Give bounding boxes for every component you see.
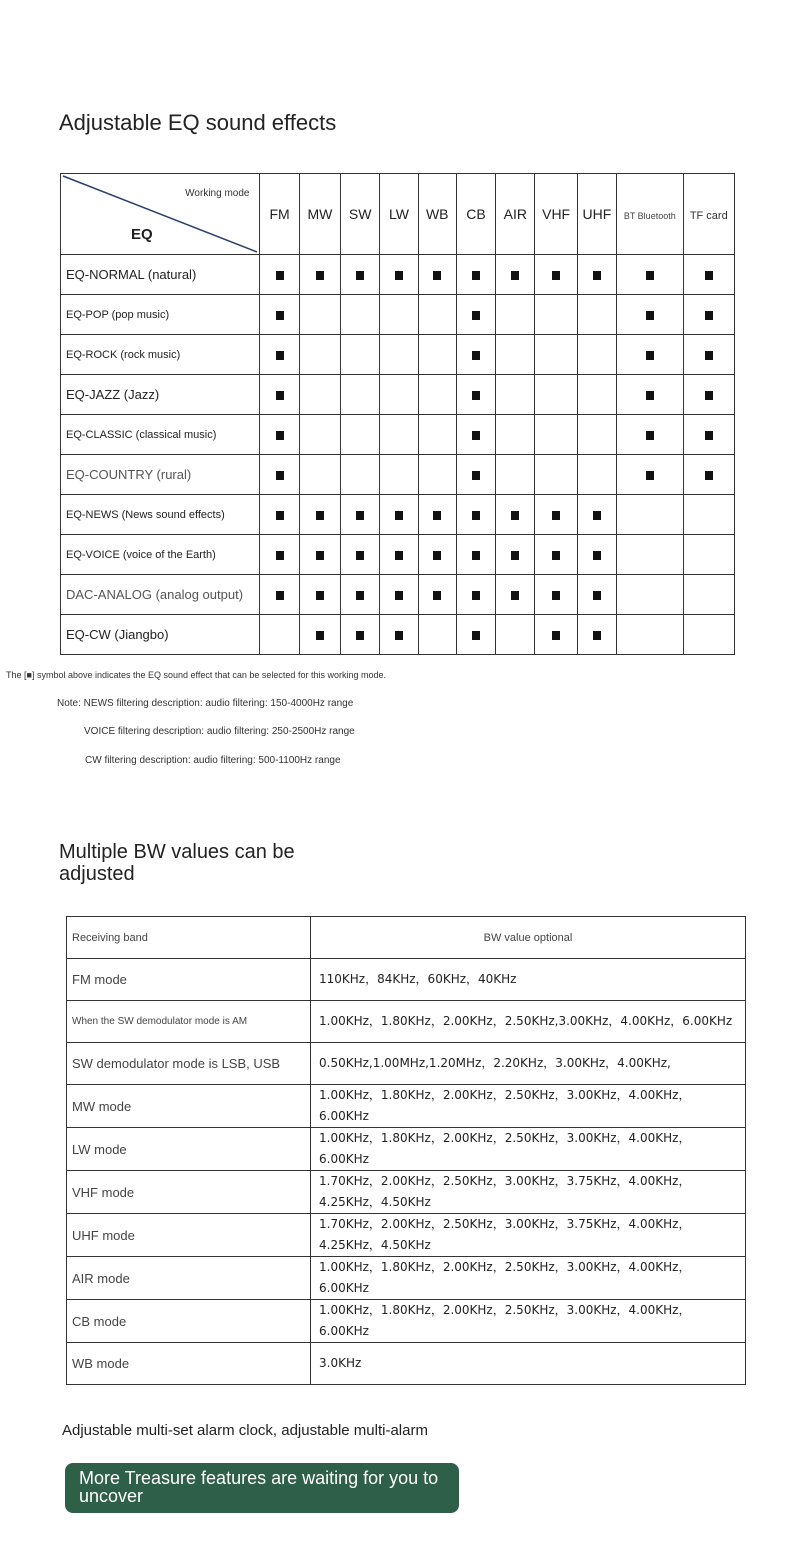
eq-mark-cell: [380, 455, 418, 495]
bw-row: [67, 1128, 746, 1171]
eq-row: [61, 375, 735, 415]
eq-row: [61, 335, 735, 375]
selected-square-icon: [276, 591, 284, 600]
selected-square-icon: [472, 311, 480, 320]
eq-mark-cell: [535, 455, 577, 495]
selected-square-icon: [646, 311, 654, 320]
eq-mark-cell: [260, 495, 299, 535]
eq-mark-cell: [577, 415, 616, 455]
bw-values: 3.0KHz: [311, 1343, 746, 1385]
eq-mark-cell: [617, 295, 683, 335]
bw-values: 1.70KHz，2.00KHz，2.50KHz，3.00KHz，3.75KHz，4.00KHz，4.25KHz，4.50KHz: [311, 1214, 746, 1257]
eq-mark-cell: [341, 615, 380, 655]
mode-header-cell: [260, 174, 299, 255]
eq-mark-cell: [380, 535, 418, 575]
eq-mark-cell: [260, 455, 299, 495]
eq-mark-cell: [418, 295, 456, 335]
bw-band-label: CB mode: [67, 1300, 311, 1343]
eq-mark-cell: [617, 415, 683, 455]
news-filter-note: Note: NEWS filtering description: audio filtering: 150-4000Hz range: [57, 698, 354, 709]
eq-row: [61, 575, 735, 615]
eq-mark-cell: [418, 495, 456, 535]
bw-values: 1.70KHz，2.00KHz，2.50KHz，3.00KHz，3.75KHz，4.00KHz，4.25KHz，4.50KHz: [311, 1171, 746, 1214]
selected-square-icon: [395, 551, 403, 560]
selected-square-icon: [705, 391, 713, 400]
eq-mark-cell: [418, 455, 456, 495]
mode-header-cell: [577, 174, 616, 255]
eq-row-label: DAC-ANALOG (analog output): [61, 575, 260, 615]
bw-values: 1.00KHz，1.80KHz，2.00KHz，2.50KHz,3.00KHz，4.00KHz，6.00KHz: [311, 1001, 746, 1043]
symbol-note: The [■] symbol above indicates the EQ sound effect that can be selected for this working mode.: [6, 670, 386, 680]
eq-mark-cell: [683, 335, 734, 375]
eq-mark-cell: [617, 535, 683, 575]
selected-square-icon: [395, 511, 403, 520]
eq-mark-cell: [341, 255, 380, 295]
selected-square-icon: [356, 271, 364, 280]
eq-mark-cell: [617, 255, 683, 295]
selected-square-icon: [395, 271, 403, 280]
eq-mark-cell: [496, 295, 535, 335]
eq-mark-cell: [418, 375, 456, 415]
mode-header-label: FM: [269, 206, 290, 222]
eq-mark-cell: [456, 255, 495, 295]
eq-mark-cell: [577, 255, 616, 295]
bw-row: [67, 1257, 746, 1300]
bw-values: 0.50KHz,1.00MHz,1.20MHz，2.20KHz，3.00KHz，4.00KHz,: [311, 1043, 746, 1085]
eq-mark-cell: [577, 335, 616, 375]
eq-mark-cell: [341, 415, 380, 455]
mode-header-label: AIR: [503, 206, 527, 222]
eq-mark-cell: [260, 575, 299, 615]
selected-square-icon: [433, 511, 441, 520]
eq-mark-cell: [341, 495, 380, 535]
mode-header-label: VHF: [542, 206, 571, 222]
eq-mark-cell: [456, 495, 495, 535]
selected-square-icon: [276, 351, 284, 360]
selected-square-icon: [552, 591, 560, 600]
eq-mark-cell: [535, 535, 577, 575]
features-banner: More Treasure features are waiting for you to uncover: [65, 1463, 459, 1513]
eq-row: [61, 495, 735, 535]
eq-mark-cell: [418, 415, 456, 455]
eq-mark-cell: [577, 295, 616, 335]
bw-band-label: WB mode: [67, 1343, 311, 1385]
eq-mark-cell: [299, 535, 340, 575]
eq-mark-cell: [456, 415, 495, 455]
selected-square-icon: [276, 471, 284, 480]
selected-square-icon: [511, 271, 519, 280]
eq-mark-cell: [380, 255, 418, 295]
eq-mark-cell: [683, 575, 734, 615]
eq-mark-cell: [577, 575, 616, 615]
eq-mark-cell: [456, 575, 495, 615]
bw-table: [66, 916, 746, 1385]
selected-square-icon: [593, 631, 601, 640]
bw-header-band: Receiving band: [67, 917, 311, 959]
selected-square-icon: [552, 631, 560, 640]
eq-mark-cell: [683, 415, 734, 455]
eq-mark-cell: [496, 255, 535, 295]
eq-mark-cell: [577, 375, 616, 415]
selected-square-icon: [316, 511, 324, 520]
bw-band-label: FM mode: [67, 959, 311, 1001]
mode-header-label: CB: [466, 206, 486, 222]
mode-header-cell: [496, 174, 535, 255]
selected-square-icon: [646, 351, 654, 360]
eq-mark-cell: [456, 375, 495, 415]
selected-square-icon: [705, 271, 713, 280]
selected-square-icon: [472, 431, 480, 440]
bw-band-label: AIR mode: [67, 1257, 311, 1300]
eq-mark-cell: [456, 295, 495, 335]
selected-square-icon: [552, 511, 560, 520]
selected-square-icon: [433, 591, 441, 600]
mode-header-cell: [535, 174, 577, 255]
selected-square-icon: [276, 391, 284, 400]
working-mode-label: Working mode: [185, 188, 250, 199]
eq-mark-cell: [617, 615, 683, 655]
eq-mark-cell: [341, 535, 380, 575]
eq-row: [61, 415, 735, 455]
selected-square-icon: [646, 391, 654, 400]
eq-mark-cell: [617, 455, 683, 495]
mode-header-cell: [341, 174, 380, 255]
eq-mark-cell: [535, 335, 577, 375]
eq-mark-cell: [260, 415, 299, 455]
eq-mark-cell: [456, 335, 495, 375]
bw-values: 1.00KHz，1.80KHz，2.00KHz，2.50KHz，3.00KHz，4.00KHz，6.00KHz: [311, 1300, 746, 1343]
bw-row: [67, 1085, 746, 1128]
eq-row: [61, 455, 735, 495]
selected-square-icon: [593, 271, 601, 280]
eq-table: [60, 173, 735, 655]
selected-square-icon: [511, 511, 519, 520]
eq-mark-cell: [456, 615, 495, 655]
selected-square-icon: [705, 431, 713, 440]
bw-values: 1.00KHz，1.80KHz，2.00KHz，2.50KHz，3.00KHz，4.00KHz，6.00KHz: [311, 1085, 746, 1128]
eq-mark-cell: [299, 615, 340, 655]
bw-row: [67, 1343, 746, 1385]
eq-mark-cell: [380, 575, 418, 615]
eq-mark-cell: [418, 575, 456, 615]
eq-mark-cell: [577, 535, 616, 575]
selected-square-icon: [472, 591, 480, 600]
corner-diagonal-line: [61, 174, 259, 254]
eq-corner-label: EQ: [131, 226, 153, 243]
bw-row: [67, 959, 746, 1001]
eq-mark-cell: [299, 335, 340, 375]
eq-mark-cell: [617, 495, 683, 535]
eq-mark-cell: [418, 615, 456, 655]
eq-mark-cell: [380, 415, 418, 455]
eq-section-title: Adjustable EQ sound effects: [59, 110, 337, 135]
selected-square-icon: [356, 511, 364, 520]
selected-square-icon: [276, 551, 284, 560]
selected-square-icon: [276, 311, 284, 320]
eq-mark-cell: [577, 455, 616, 495]
mode-header-label: TF card: [689, 210, 728, 222]
eq-mark-cell: [535, 375, 577, 415]
eq-mark-cell: [535, 255, 577, 295]
selected-square-icon: [356, 551, 364, 560]
eq-mark-cell: [260, 535, 299, 575]
bw-row: [67, 1214, 746, 1257]
bw-values: 1.00KHz，1.80KHz，2.00KHz，2.50KHz，3.00KHz，4.00KHz，6.00KHz: [311, 1128, 746, 1171]
mode-header-cell: [299, 174, 340, 255]
eq-mark-cell: [260, 615, 299, 655]
eq-mark-cell: [535, 495, 577, 535]
eq-mark-cell: [260, 255, 299, 295]
eq-row: [61, 615, 735, 655]
selected-square-icon: [511, 591, 519, 600]
bw-band-label: VHF mode: [67, 1171, 311, 1214]
selected-square-icon: [316, 631, 324, 640]
selected-square-icon: [472, 271, 480, 280]
eq-mark-cell: [380, 335, 418, 375]
selected-square-icon: [316, 271, 324, 280]
eq-mark-cell: [496, 575, 535, 615]
selected-square-icon: [552, 271, 560, 280]
eq-mark-cell: [418, 335, 456, 375]
eq-mark-cell: [535, 575, 577, 615]
bw-row: [67, 1171, 746, 1214]
eq-mark-cell: [299, 295, 340, 335]
mode-header-cell: [380, 174, 418, 255]
selected-square-icon: [646, 471, 654, 480]
mode-header-cell: [683, 174, 734, 255]
selected-square-icon: [511, 551, 519, 560]
eq-mark-cell: [496, 415, 535, 455]
selected-square-icon: [276, 431, 284, 440]
eq-mark-cell: [380, 615, 418, 655]
selected-square-icon: [472, 551, 480, 560]
eq-row-label: EQ-NEWS (News sound effects): [61, 495, 260, 535]
mode-header-cell: [418, 174, 456, 255]
cw-filter-note: CW filtering description: audio filtering: 500-1100Hz range: [85, 755, 341, 766]
selected-square-icon: [705, 351, 713, 360]
selected-square-icon: [646, 431, 654, 440]
eq-mark-cell: [456, 535, 495, 575]
bw-band-label: SW demodulator mode is LSB, USB: [67, 1043, 311, 1085]
selected-square-icon: [395, 591, 403, 600]
eq-mark-cell: [418, 255, 456, 295]
eq-mark-cell: [496, 335, 535, 375]
eq-mark-cell: [260, 335, 299, 375]
eq-row-label: EQ-CW (Jiangbo): [61, 615, 260, 655]
mode-header-label: BT Bluetooth: [623, 211, 676, 221]
eq-row-label: EQ-ROCK (rock music): [61, 335, 260, 375]
selected-square-icon: [472, 351, 480, 360]
eq-mark-cell: [456, 455, 495, 495]
eq-mark-cell: [260, 375, 299, 415]
eq-corner-cell: [61, 174, 260, 255]
bw-values: 1.00KHz，1.80KHz，2.00KHz，2.50KHz，3.00KHz，4.00KHz，6.00KHz: [311, 1257, 746, 1300]
selected-square-icon: [472, 511, 480, 520]
eq-mark-cell: [496, 375, 535, 415]
selected-square-icon: [646, 271, 654, 280]
mode-header-label: SW: [348, 206, 372, 222]
eq-mark-cell: [299, 455, 340, 495]
bw-band-label: UHF mode: [67, 1214, 311, 1257]
eq-mark-cell: [299, 375, 340, 415]
selected-square-icon: [395, 631, 403, 640]
bw-section-title: Multiple BW values can be adjusted: [59, 841, 295, 885]
eq-mark-cell: [617, 375, 683, 415]
bw-header-value: BW value optional: [311, 917, 746, 959]
eq-mark-cell: [341, 455, 380, 495]
eq-mark-cell: [496, 455, 535, 495]
selected-square-icon: [705, 471, 713, 480]
bw-values: 110KHz，84KHz，60KHz，40KHz: [311, 959, 746, 1001]
bw-band-label: When the SW demodulator mode is AM: [67, 1001, 311, 1043]
selected-square-icon: [472, 631, 480, 640]
selected-square-icon: [433, 271, 441, 280]
eq-row-label: EQ-NORMAL (natural): [61, 255, 260, 295]
bw-row: [67, 1001, 746, 1043]
selected-square-icon: [356, 631, 364, 640]
eq-mark-cell: [683, 615, 734, 655]
voice-filter-note: VOICE filtering description: audio filtering: 250-2500Hz range: [84, 726, 355, 737]
eq-mark-cell: [496, 495, 535, 535]
eq-mark-cell: [341, 335, 380, 375]
mode-header-cell: [617, 174, 683, 255]
alarm-feature-text: Adjustable multi-set alarm clock, adjustable multi-alarm: [62, 1422, 428, 1439]
eq-row-label: EQ-POP (pop music): [61, 295, 260, 335]
eq-mark-cell: [380, 495, 418, 535]
eq-mark-cell: [617, 335, 683, 375]
eq-row: [61, 535, 735, 575]
eq-mark-cell: [341, 375, 380, 415]
mode-header-label: MW: [307, 206, 333, 222]
eq-row: [61, 295, 735, 335]
bw-row: [67, 1300, 746, 1343]
eq-row-label: EQ-JAZZ (Jazz): [61, 375, 260, 415]
eq-mark-cell: [380, 295, 418, 335]
eq-mark-cell: [617, 575, 683, 615]
selected-square-icon: [276, 271, 284, 280]
selected-square-icon: [316, 551, 324, 560]
eq-mark-cell: [683, 455, 734, 495]
eq-mark-cell: [418, 535, 456, 575]
mode-header-cell: [456, 174, 495, 255]
eq-mark-cell: [299, 575, 340, 615]
eq-mark-cell: [683, 495, 734, 535]
eq-mark-cell: [299, 255, 340, 295]
eq-mark-cell: [535, 295, 577, 335]
eq-mark-cell: [496, 615, 535, 655]
eq-mark-cell: [496, 535, 535, 575]
eq-mark-cell: [299, 415, 340, 455]
eq-mark-cell: [535, 415, 577, 455]
selected-square-icon: [593, 591, 601, 600]
eq-row-label: EQ-VOICE (voice of the Earth): [61, 535, 260, 575]
mode-header-label: WB: [425, 206, 449, 222]
eq-mark-cell: [260, 295, 299, 335]
eq-mark-cell: [535, 615, 577, 655]
eq-row-label: EQ-COUNTRY (rural): [61, 455, 260, 495]
bw-band-label: LW mode: [67, 1128, 311, 1171]
selected-square-icon: [705, 311, 713, 320]
selected-square-icon: [433, 551, 441, 560]
selected-square-icon: [552, 551, 560, 560]
eq-mark-cell: [341, 295, 380, 335]
bw-band-label: MW mode: [67, 1085, 311, 1128]
selected-square-icon: [472, 391, 480, 400]
selected-square-icon: [356, 591, 364, 600]
eq-mark-cell: [683, 535, 734, 575]
eq-mark-cell: [577, 495, 616, 535]
selected-square-icon: [316, 591, 324, 600]
eq-mark-cell: [683, 375, 734, 415]
eq-row-label: EQ-CLASSIC (classical music): [61, 415, 260, 455]
eq-mark-cell: [683, 255, 734, 295]
mode-header-label: UHF: [582, 206, 612, 222]
eq-mark-cell: [341, 575, 380, 615]
eq-mark-cell: [577, 615, 616, 655]
selected-square-icon: [593, 511, 601, 520]
mode-header-label: LW: [388, 206, 409, 222]
eq-mark-cell: [299, 495, 340, 535]
eq-mark-cell: [380, 375, 418, 415]
eq-row: [61, 255, 735, 295]
selected-square-icon: [593, 551, 601, 560]
eq-mark-cell: [683, 295, 734, 335]
selected-square-icon: [472, 471, 480, 480]
bw-row: [67, 1043, 746, 1085]
selected-square-icon: [276, 511, 284, 520]
